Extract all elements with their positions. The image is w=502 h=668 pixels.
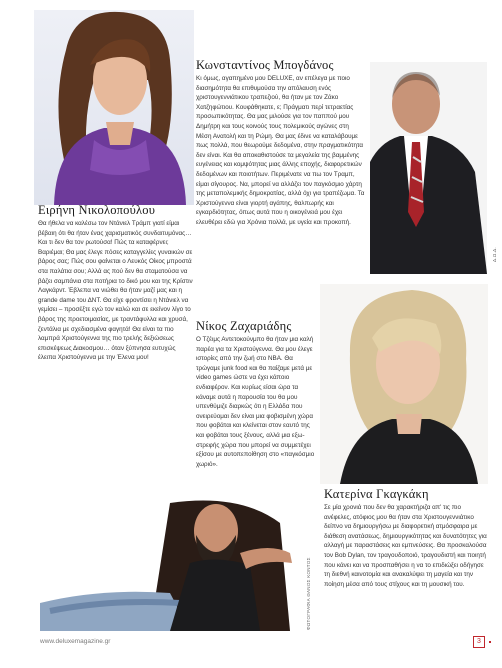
text-nikos: Ο Τζέιμς Αντετοκούνμπο θα ήταν μια καλή παρέα για τα Χριστούγεννα. Θα μου έλεγε ιστορίες από την ζωή στο NBA. Θα τρώγαμε junk food και θα παίζαμε μετά με video games ώστε να έχει κάποιο ενδιαφέρον. Και κυρίως είσαι ώρα τα κάναμε αυτά η παρουσία του θα μου υπενθύμιζε διαρκώς ότι η Ελλάδα που ονειρεύομαι δεν είναι μια φοβισμένη χώρα που φοβάται και κλείνεται στον εαυτό της και φοβάται τους ξένους, αλλά μια εξωστρεφής χώρα που μπορεί να συμμετέχει εξίσου με αυτοπεποίθηση στο «παγκόσμιο χωριό». — [196, 336, 315, 468]
section-katerina — [324, 487, 487, 589]
section-konstantinos — [196, 58, 366, 228]
photo-konstantinos — [370, 62, 487, 274]
footer-url[interactable]: www.deluxemagazine.gr — [40, 638, 111, 645]
name-nikos: Νίκος Ζαχαριάδης — [196, 319, 292, 333]
photo-katerina — [320, 284, 488, 484]
portrait-woman-blonde-icon — [320, 284, 488, 484]
text-konstantinos: Κι όμως, αγαπημένο μου DELUXE, αν επέλεγα με ποιο διασημότητα θα επιθυμούσα την απόλαυση ενός χριστουγεννιάτικου τραπεζιού, θα ήταν με τον Ζάκο Χατζηφώτιου. Κουφάθηκατε, ε; Πράγματι περί τετραετίας προσωπικότητας. Θα μας μιλούσε για τον παππού μου Δημήτρη και τους κοινούς τους πολεμικούς αγώνες στη Μέση Ανατολή και τη Ρώμη. Θα μας έδινε να καταλάβουμε πως πολλά, που θεωρούμε δεδομένα, στην πραγματικότητα δεν είναι. Και θα αποκαθιστούσε τα μεγαλεία της βαμμένης ευγένειας και κομψότητας μιας άλλης εποχής, διαφορετικών δεδομένων και ποιοτήτων. Περιμένατε να πω τον Τραμπ, είμαι σίγουρος. Να, μπορεί να αλλάζει τον παγκόσμιο χάρτη της μεταπολεμικής δημοκρατίας, αλλά όχι για τραπέζωμα. Τα Χριστούγεννα είναι γιορτή αγάπης, θαλπωρής και εγκαρδιότητας, όπως αυτά που η οικογένειά μου έχει ελευθέρει εδώ για Χρόνια πολλά, με υγεία και προκοπή. — [196, 75, 365, 226]
photo-eirini — [34, 10, 194, 205]
portrait-man-suit-icon — [370, 62, 487, 274]
photo-credit-top: Δ.Ω.Δ. — [492, 247, 497, 262]
man-on-couch-icon — [40, 483, 312, 631]
name-eirini: Ειρήνη Νικολοπούλου — [38, 203, 156, 217]
text-katerina: Σε μία χρονιά που δεν θα χαρακτήριζα απ' τις πιο ανέφελες, ατόφιος μου θα ήταν στα Χριστουγεννιάτικο δείπνο να δημιουργήσω με διαφορετική ατμόσφαιρα με διάθεση ανατάσεως, δημιουργικότητας και δυνατότητες για αλλαγή με παραστάσεις και εμπνεύσεις. Θα προσκαλούσα τον Bob Dylan, τον τραγουδοποιό, τραγουδιστή και ποιητή που κάνει και να προσπαθήσει η να το επιδιώξει οδήγησε τη διεθνή καινοτομία και ανακαλύψει τη μαγεία και την ποίηση μέσα από τους στίχους και τη μουσική του. — [324, 504, 487, 588]
portrait-woman-purple-icon — [34, 10, 194, 205]
photo-credit-bottom: ΦΩΤΟΓΡΑΦΙΑ ΘΑΝΟΣ ΚΟΝΤΟΣ — [306, 557, 311, 630]
photo-nikos — [40, 483, 312, 631]
section-nikos — [196, 319, 318, 469]
page-dot-icon — [489, 641, 491, 643]
page-number: 3 — [473, 636, 485, 648]
name-konstantinos: Κωνσταντίνος Μπογδάνος — [196, 58, 334, 72]
text-eirini: Θα ήθελα να καλέσω τον Ντάνιελ Τράμπ γιατί είμαι βέβαιη ότι θα ήταν ένας χαρισματικός συνδαιτυμόνας… Και τι δεν θα τον ρωτούσα! Πώς τα καταφέρνει; Βαριέμαι; Θα μας έλεγε πόσες καταγγελίες γυναικών σε βάρος σας; Πώς σου φαίνεται ο Λευκός Οίκος μπροστά στα παλάτια σου; Αλλά ας πού δεν θα σταματούσα να βάζει σαμπάνια στα ποτήρια το δικό μου και της Κρίστιν Λαγκάρντ. Έβλεπα να νιώθει θα ήταν μαζί μας και η grande dame του ΔΝΤ. Θα είχε φροντίσει η Ντάνιελ να γεμίσει – προσέξτε εγώ τον καλώ και σε εκείνον λίγο το βάρος της προετοιμασίας, με τραντάφυλλα και χρυσά, ζεντάλια με σχεδιασμένα φαγητά! Θα είναι τα πιο λαμπρά Χριστούγεννα της πιο τρελής δεξιώσεως επισκέψεως Διακοσμου… όταν ξύπνησα ευτυχώς έλειπα Χριστούγεννα με την Έλενα μου! — [38, 220, 193, 362]
name-katerina: Κατερίνα Γκαγκάκη — [324, 487, 429, 501]
section-eirini — [38, 203, 194, 363]
